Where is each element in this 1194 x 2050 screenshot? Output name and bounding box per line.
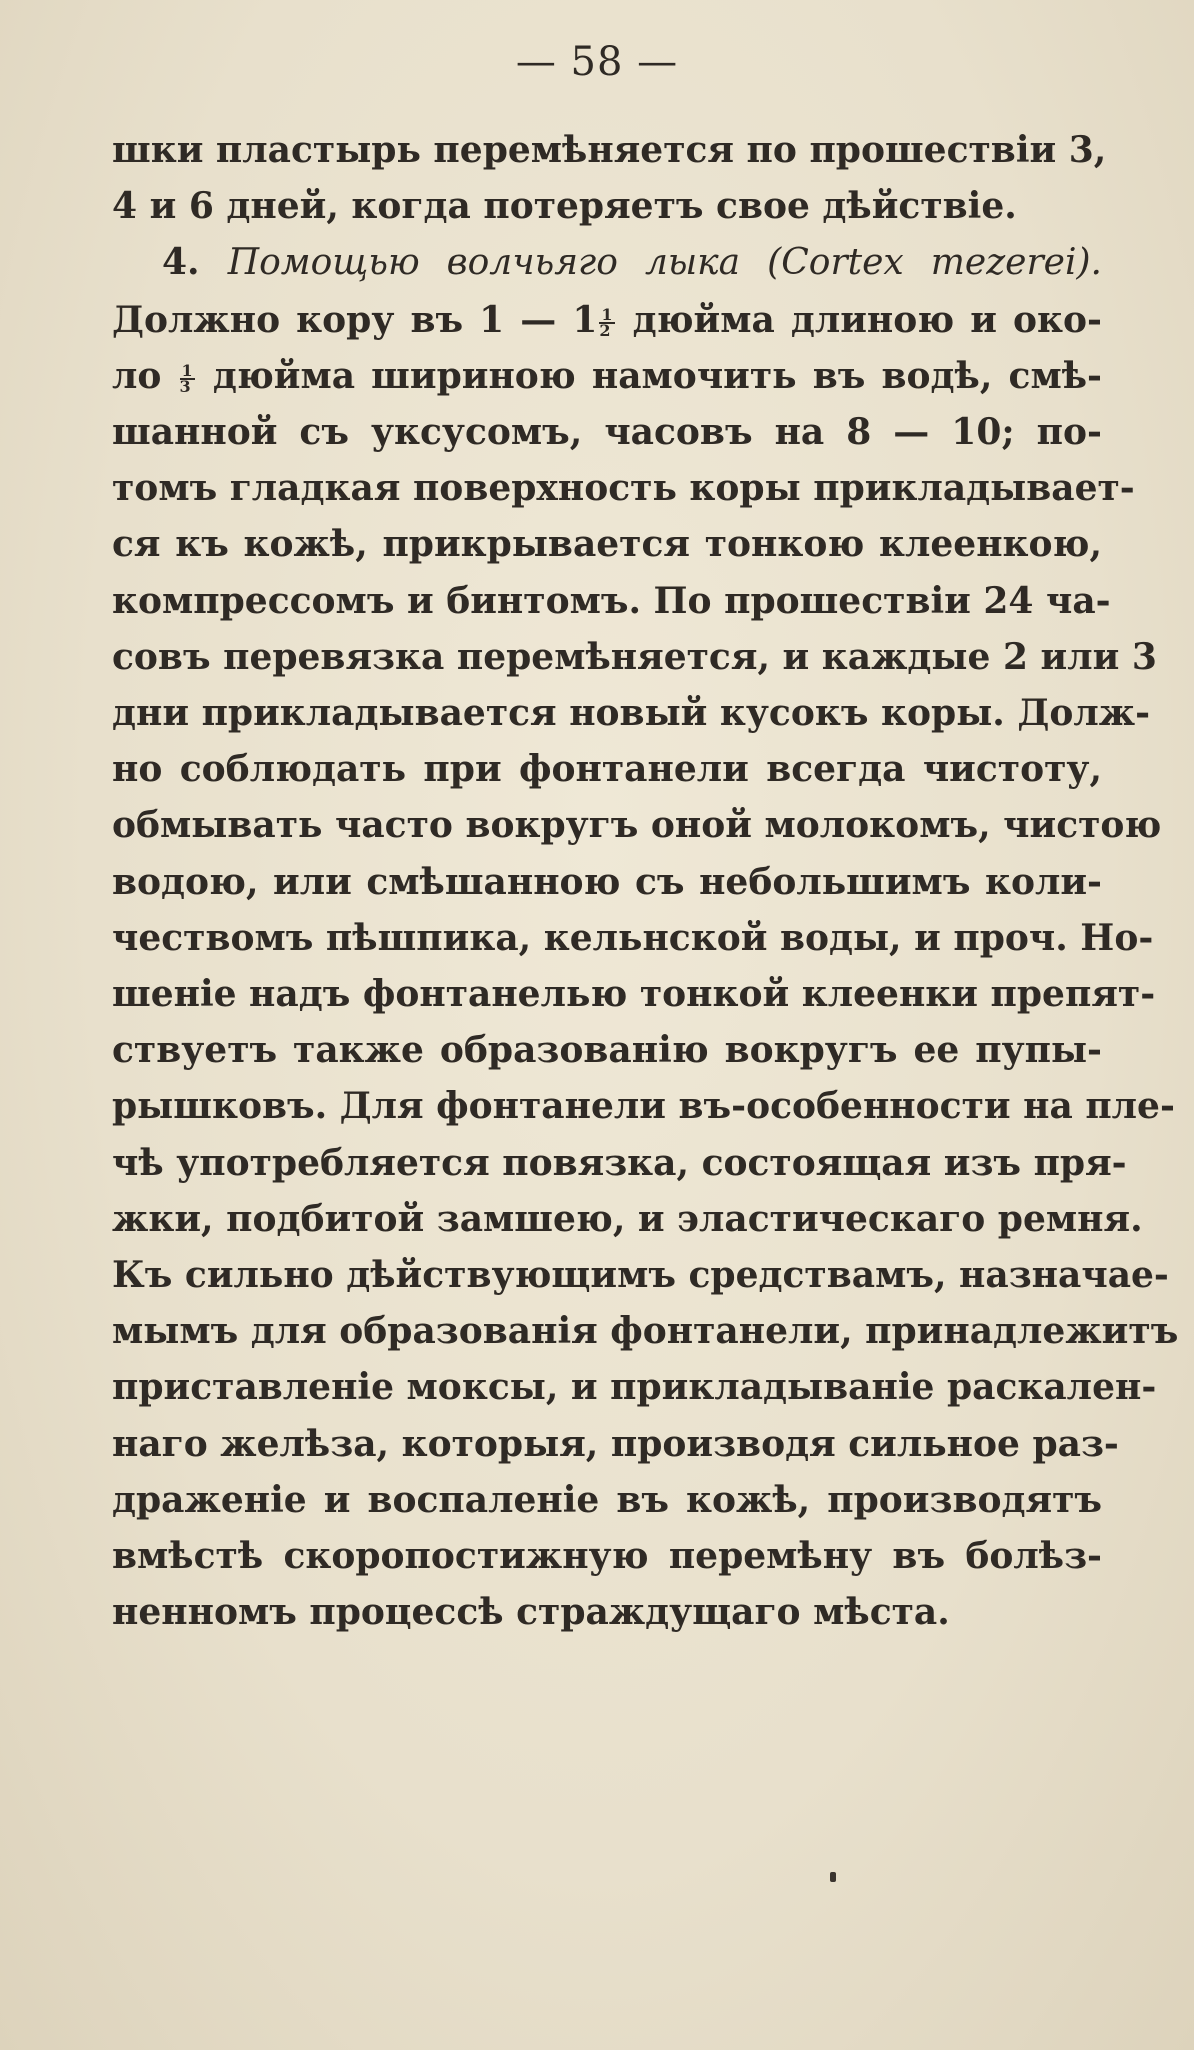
text-line: шки пластырь перемѣняется по прошествiи 3, xyxy=(112,129,1107,171)
fraction-denominator: 3 xyxy=(179,376,191,396)
ink-mark xyxy=(830,1872,836,1882)
text-line: драженie и воспаленie въ кожѣ, производятъ xyxy=(112,1478,1102,1521)
page-number: — 58 — xyxy=(515,39,679,85)
body-text xyxy=(112,122,1179,1640)
line-segment: Должно кору въ 1 — 1 xyxy=(112,298,598,341)
line-segment: ло xyxy=(112,354,162,397)
text-line: мымъ для образованiя фонтанели, принадлежитъ xyxy=(112,1310,1179,1353)
text-line: шенie надъ фонтанелью тонкой клеенки препят- xyxy=(112,973,1156,1016)
text-line: вмѣстѣ скоропостижную перемѣну въ болѣз- xyxy=(112,1535,1102,1578)
text-line: 4 и 6 дней, когда потеряетъ свое дѣйствie. xyxy=(112,185,1017,228)
fraction-numerator: 1 xyxy=(601,304,613,324)
line-segment: дюйма длиною и око- xyxy=(632,298,1102,341)
text-line: приставленie моксы, и прикладыванie раскален- xyxy=(112,1366,1157,1409)
text-line: обмывать часто вокругъ оной молокомъ, чистою xyxy=(112,804,1162,847)
fraction-third xyxy=(179,360,195,396)
text-line: рышковъ. Для фонтанели въ-особенности на пле- xyxy=(112,1085,1175,1128)
text-line: ся къ кожѣ, прикрывается тонкою клеенкою, xyxy=(112,523,1102,566)
text-line: водою, или смѣшанною съ небольшимъ коли- xyxy=(112,860,1102,903)
text-line: жки, подбитой замшею, и эластическаго ремня. xyxy=(112,1197,1143,1240)
section-heading-line xyxy=(112,234,1102,291)
text-line: ненномъ процессѣ страждущаго мѣста. xyxy=(112,1591,950,1634)
text-line: но соблюдать при фонтанели всегда чистоту, xyxy=(112,748,1102,791)
text-line: Къ сильно дѣйствующимъ средствамъ, назначае- xyxy=(112,1254,1169,1297)
section-title: Помощью волчьяго лыка (Cortex mezerei). xyxy=(227,242,1102,284)
text-line: наго желѣза, которыя, производя сильное раз- xyxy=(112,1422,1119,1465)
text-line xyxy=(112,348,1102,404)
line-segment: дюйма шириною намочить въ водѣ, смѣ- xyxy=(212,354,1102,397)
text-line: дни прикладывается новый кусокъ коры. Долж- xyxy=(112,692,1151,735)
text-line: чѣ употребляется повязка, состоящая изъ пря- xyxy=(112,1141,1127,1184)
text-line: томъ гладкая поверхность коры прикладывает- xyxy=(112,467,1135,510)
section-number: 4. xyxy=(162,241,200,284)
text-line: чествомъ пѣшпика, кельнской воды, и проч. Но- xyxy=(112,916,1154,959)
fraction-half xyxy=(599,304,614,340)
fraction-denominator: 2 xyxy=(599,320,611,340)
text-line: шанной съ уксусомъ, часовъ на 8 — 10; по- xyxy=(112,411,1102,454)
text-line: компрессомъ и бинтомъ. По прошествiи 24 ча- xyxy=(112,579,1111,622)
text-line xyxy=(112,292,1102,348)
text-line: ствуетъ также образованiю вокругъ ее пупы- xyxy=(112,1029,1102,1072)
fraction-numerator: 1 xyxy=(181,360,193,380)
text-line: совъ перевязка перемѣняется, и каждые 2 или 3 xyxy=(112,635,1157,678)
